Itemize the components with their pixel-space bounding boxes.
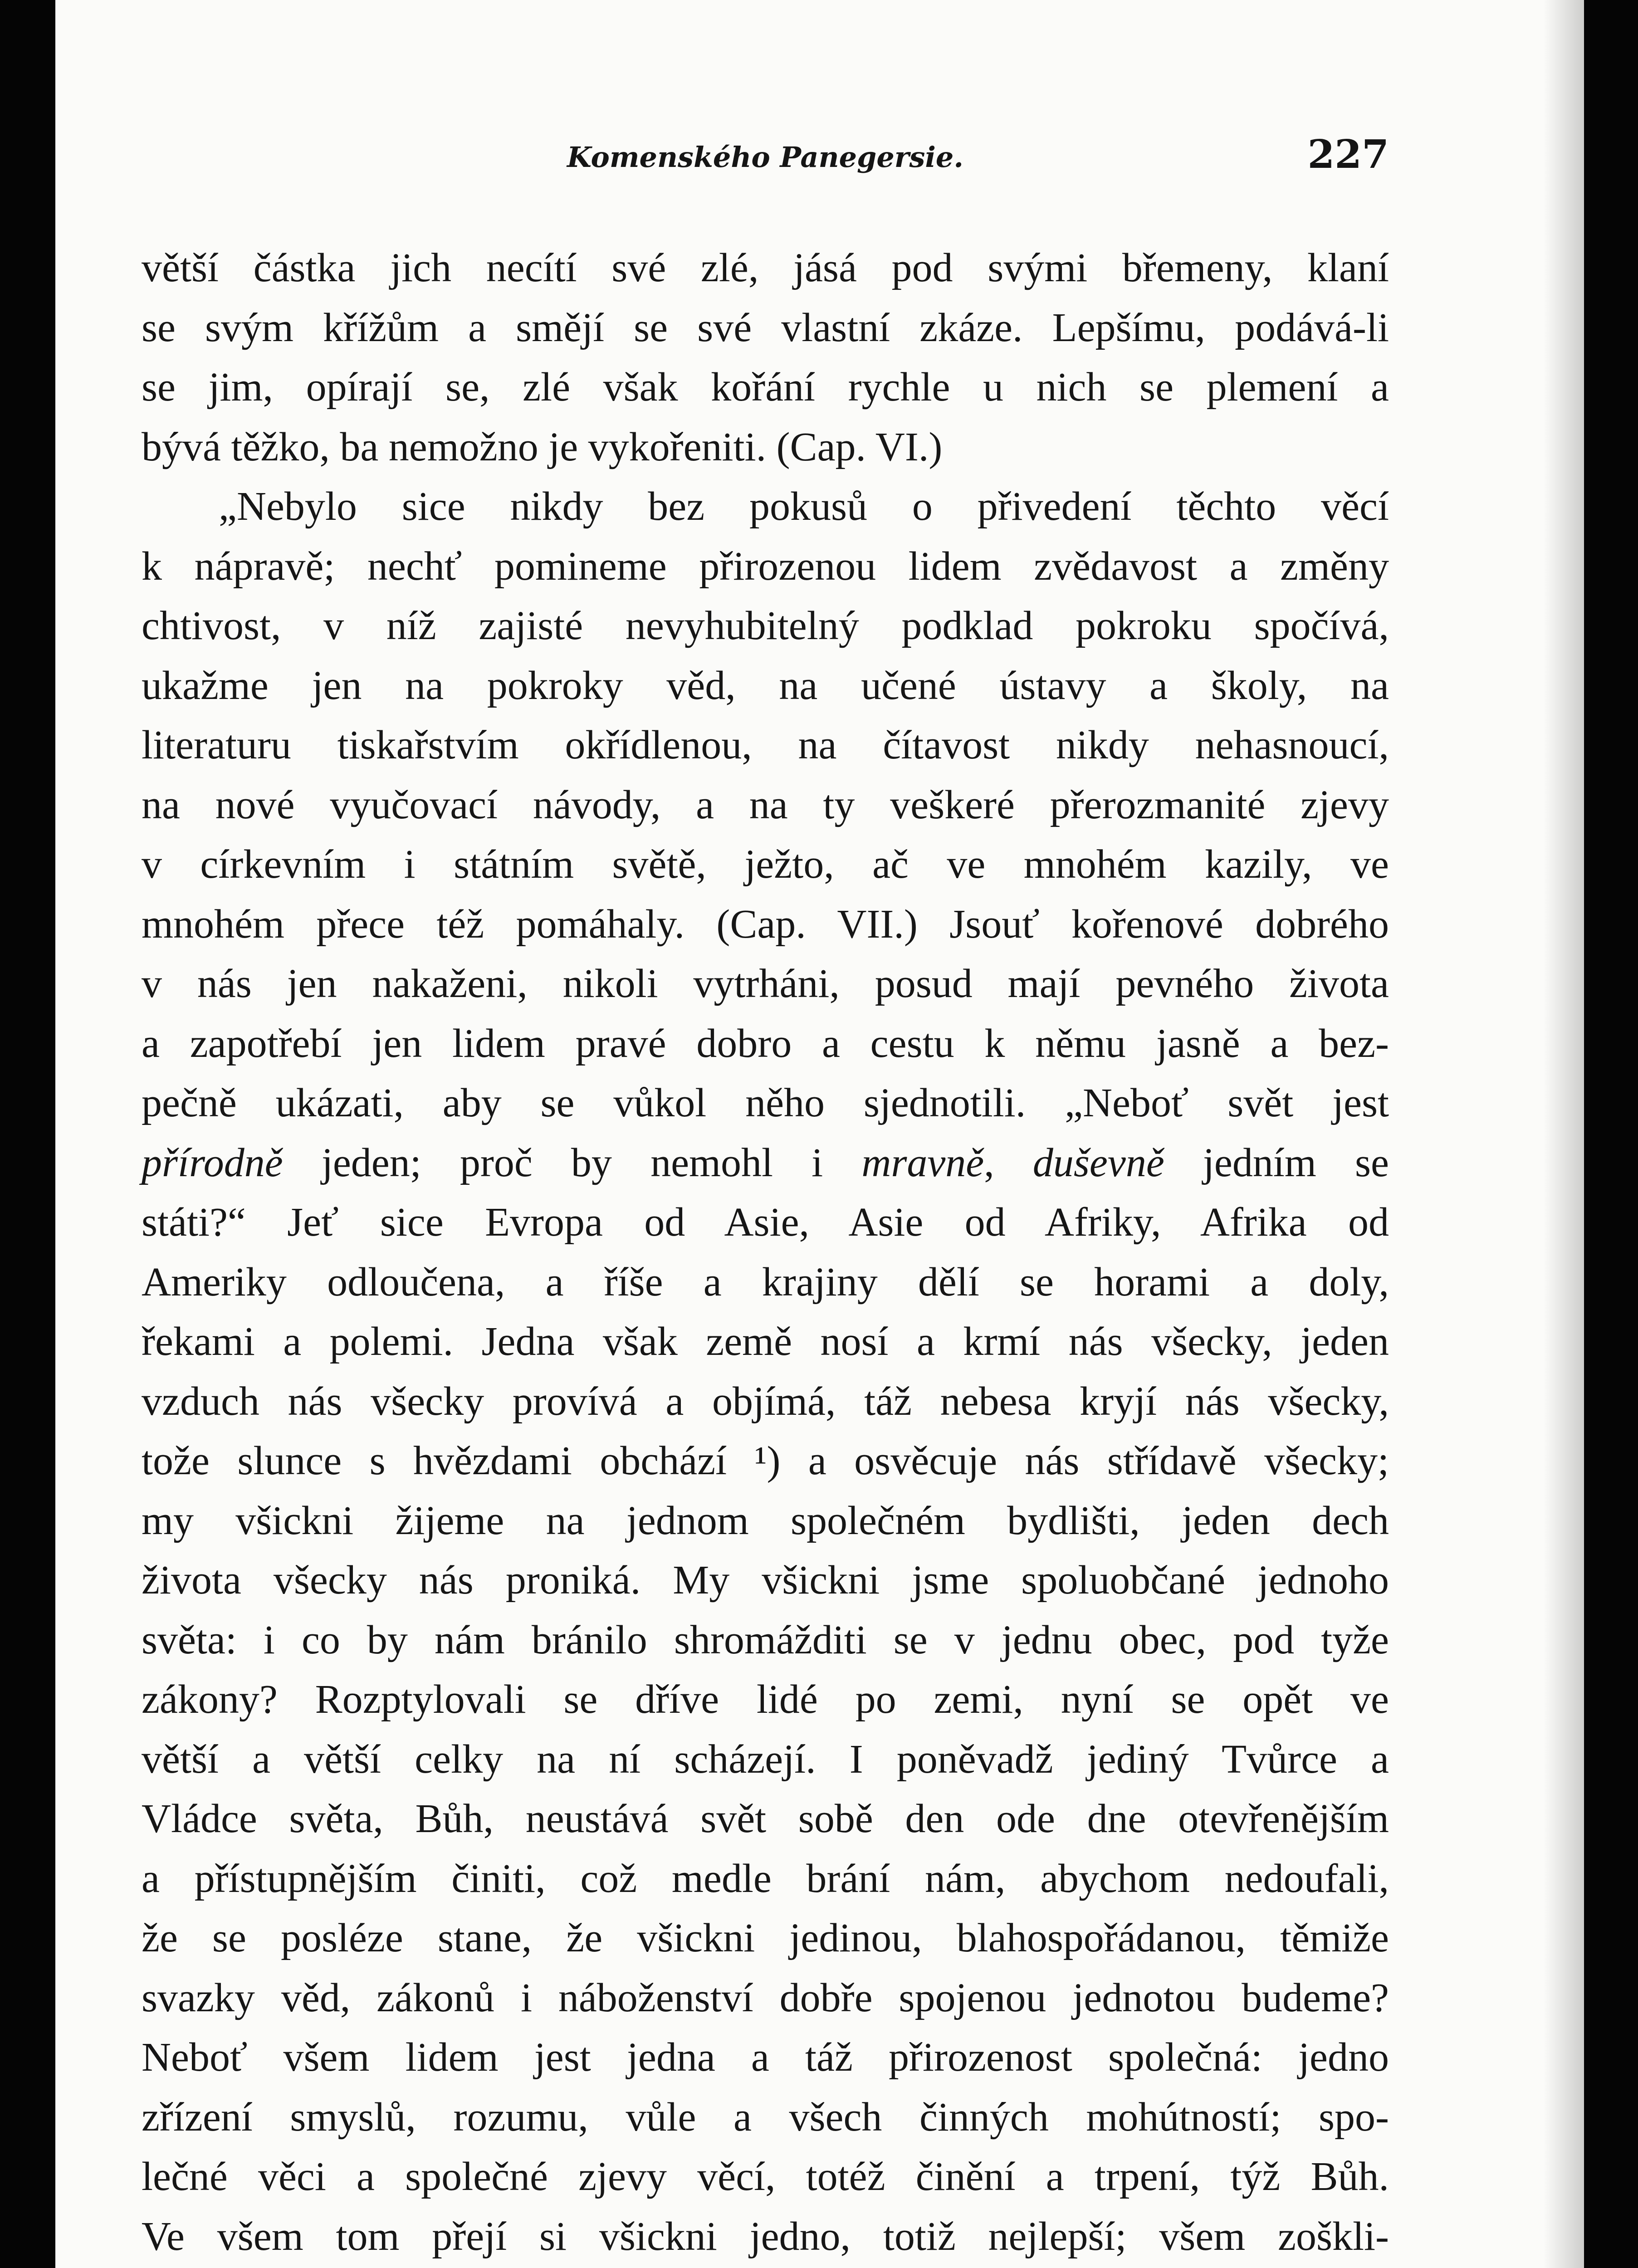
text-line: řekami a polemi. Jedna však země nosí a krmí nás všecky, jeden — [142, 1319, 1389, 1364]
text-line: literaturu tiskařstvím okřídlenou, na čítavost nikdy nehasnoucí, — [142, 723, 1389, 767]
book-page — [55, 0, 1584, 2268]
text-line: tože slunce s hvězdami obchází ¹) a osvěcuje nás střídavě všecky; — [142, 1438, 1389, 1483]
text-line: chtivost, v níž zajisté nevyhubitelný podklad pokroku spočívá, — [142, 603, 1389, 648]
text-line: Ameriky odloučena, a říše a krajiny dělí se horami a doly, — [142, 1259, 1389, 1305]
text-line: větší částka jich necítí své zlé, jásá pod svými břemeny, klaní — [142, 245, 1389, 290]
text-line: Vládce světa, Bůh, neustává svět sobě den ode dne otevřenějším — [142, 1796, 1389, 1841]
text-line: života všecky nás proniká. My všickni jsme spoluobčané jednoho — [142, 1558, 1389, 1603]
running-title: Komenského Panegersie. — [567, 141, 963, 174]
text-line: bývá těžko, ba nemožno je vykořeniti. (Cap. VI.) — [142, 424, 943, 469]
text-line: a přístupnějším činiti, což medle brání nám, abychom nedoufali, — [142, 1856, 1389, 1901]
text-line: se svým křížům a smějí se své vlastní zkáze. Lepšímu, podává-li — [142, 305, 1389, 350]
text-line: přírodně jeden; proč by nemohl i mravně, duševně jedním se — [142, 1140, 1389, 1185]
text-line: v nás jen nakaženi, nikoli vytrháni, posud mají pevného života — [142, 961, 1389, 1006]
text-line: k nápravě; nechť pomineme přirozenou lidem zvědavost a změny — [142, 543, 1389, 589]
text-line: že se posléze stane, že všickni jedinou, blahospořádanou, těmiže — [142, 1916, 1389, 1960]
text-line: Ve všem tom přejí si všickni jedno, totiž nejlepší; všem zoškli- — [142, 2214, 1389, 2259]
text-line: se jim, opírají se, zlé však kořání rychle u nich se plemení a — [142, 365, 1389, 410]
text-line: „Nebylo sice nikdy bez pokusů o přivedení těchto věcí — [219, 484, 1389, 529]
page-header — [142, 132, 1389, 195]
text-line: zákony? Rozptylovali se dříve lidé po zemi, nyní se opět ve — [142, 1677, 1389, 1722]
text-line: mnohém přece též pomáhaly. (Cap. VII.) Jsouť kořenové dobrého — [142, 901, 1389, 947]
text-line: státi?“ Jeť sice Evropa od Asie, Asie od Afriky, Afrika od — [142, 1200, 1389, 1245]
text-line: větší a větší celky na ní scházejí. I poněvadž jediný Tvůrce a — [142, 1736, 1389, 1782]
text-line: zřízení smyslů, rozumu, vůle a všech činných mohútností; spo- — [142, 2094, 1389, 2140]
text-line: na nové vyučovací návody, a na ty veškeré přerozmanité zjevy — [142, 782, 1389, 827]
text-line: pečně ukázati, aby se vůkol něho sjednotili. „Neboť svět jest — [142, 1080, 1389, 1125]
text-line: ukažme jen na pokroky věd, na učené ústavy a školy, na — [142, 663, 1389, 708]
text-line: lečné věci a společné zjevy věcí, totéž činění a trpení, týž Bůh. — [142, 2154, 1389, 2199]
page-number: 227 — [1307, 132, 1389, 177]
text-line: v církevním i státním světě, ježto, ač ve mnohém kazily, ve — [142, 842, 1389, 887]
text-line: vzduch nás všecky provívá a objímá, táž nebesa kryjí nás všecky, — [142, 1378, 1389, 1424]
text-line: my všickni žijeme na jednom společném bydlišti, jeden dech — [142, 1498, 1389, 1543]
text-line: Neboť všem lidem jest jedna a táž přirozenost společná: jedno — [142, 2035, 1389, 2080]
text-line: světa: i co by nám bránilo shromážditi se v jednu obec, pod tyže — [142, 1617, 1389, 1662]
body-text — [142, 238, 1389, 2266]
text-line: svazky věd, zákonů i náboženství dobře spojenou jednotou budeme? — [142, 1975, 1389, 2020]
text-line: a zapotřebí jen lidem pravé dobro a cestu k němu jasně a bez- — [142, 1021, 1389, 1066]
